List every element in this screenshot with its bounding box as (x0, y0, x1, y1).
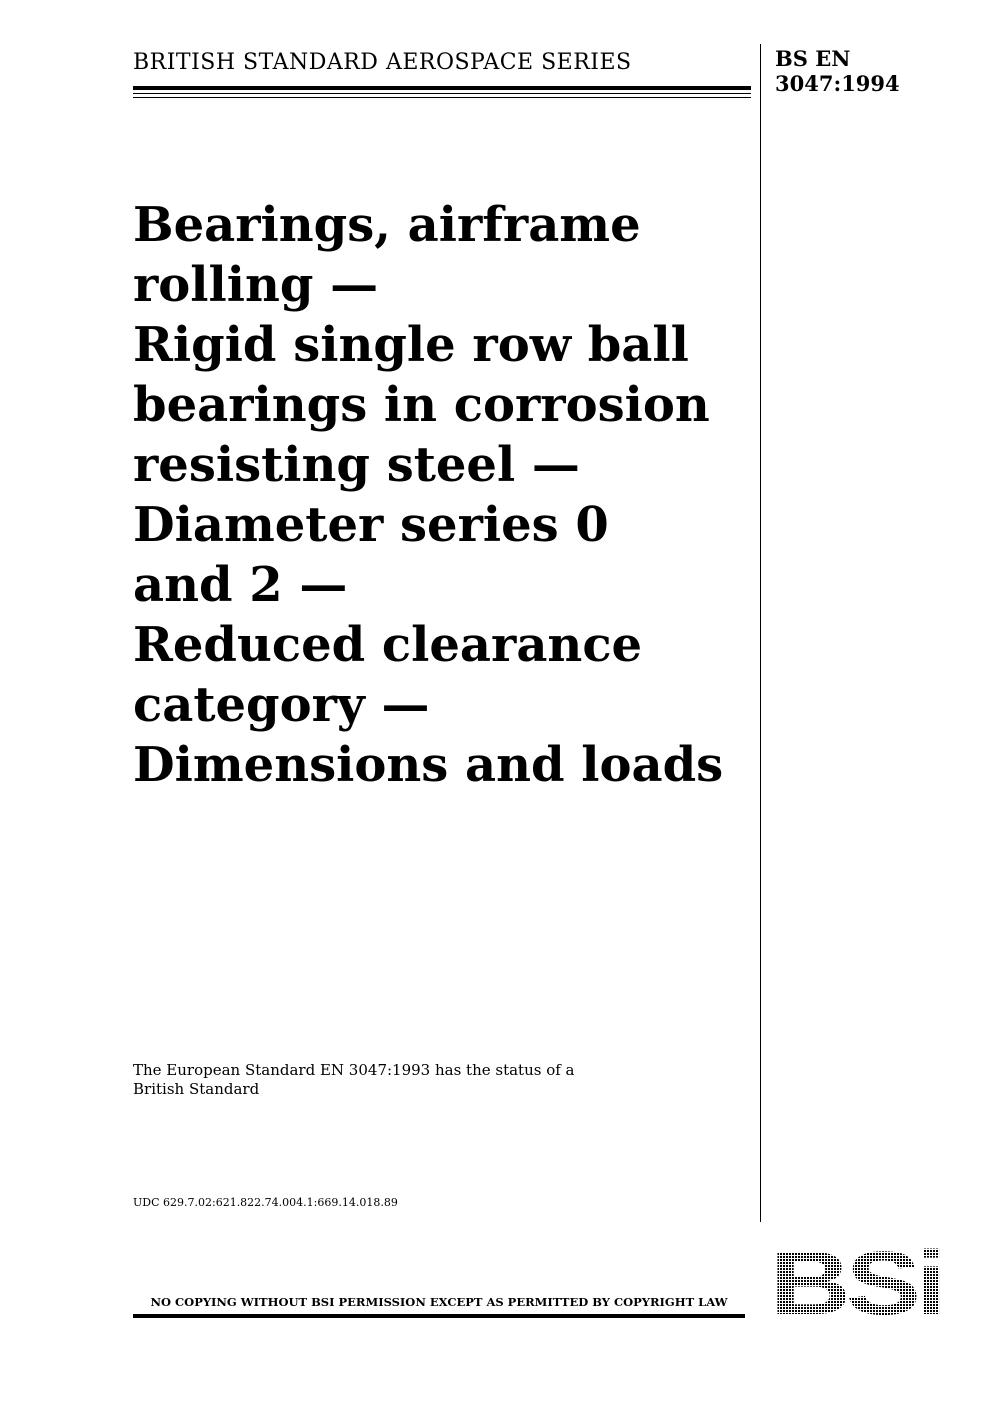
status-note-line: The European Standard EN 3047:1993 has the status of a (133, 1061, 575, 1079)
copyright-notice: NO COPYING WITHOUT BSI PERMISSION EXCEPT AS PERMITTED BY COPYRIGHT LAW (150, 1295, 728, 1309)
vertical-divider (760, 44, 761, 1222)
udc-classification: UDC 629.7.02:621.822.74.004.1:669.14.018.89 (133, 1196, 398, 1209)
series-title: BRITISH STANDARD AEROSPACE SERIES (133, 50, 632, 75)
title-line: Dimensions and loads (133, 737, 724, 793)
header-rule-thin (133, 93, 751, 94)
title-line: and 2 — (133, 557, 348, 613)
footer-rule (133, 1314, 745, 1318)
title-line: Reduced clearance (133, 617, 643, 673)
header-rule-thick (133, 86, 751, 90)
status-note-line: British Standard (133, 1080, 260, 1098)
title-line: rolling — (133, 257, 379, 313)
document-number-code: 3047:1994 (775, 71, 900, 96)
title-line: Diameter series 0 (133, 497, 609, 553)
bsi-logo-text: BSi (770, 1244, 942, 1318)
document-number-prefix: BS EN (775, 46, 851, 71)
document-title (133, 195, 743, 795)
header-rule-thin (133, 97, 751, 98)
status-note (133, 1061, 733, 1099)
title-line: Bearings, airframe (133, 197, 641, 253)
title-line: Rigid single row ball (133, 317, 689, 373)
title-line: bearings in corrosion (133, 377, 710, 433)
title-line: category — (133, 677, 430, 733)
title-line: resisting steel — (133, 437, 580, 493)
bsi-logo (768, 1244, 944, 1318)
document-number (775, 46, 975, 96)
